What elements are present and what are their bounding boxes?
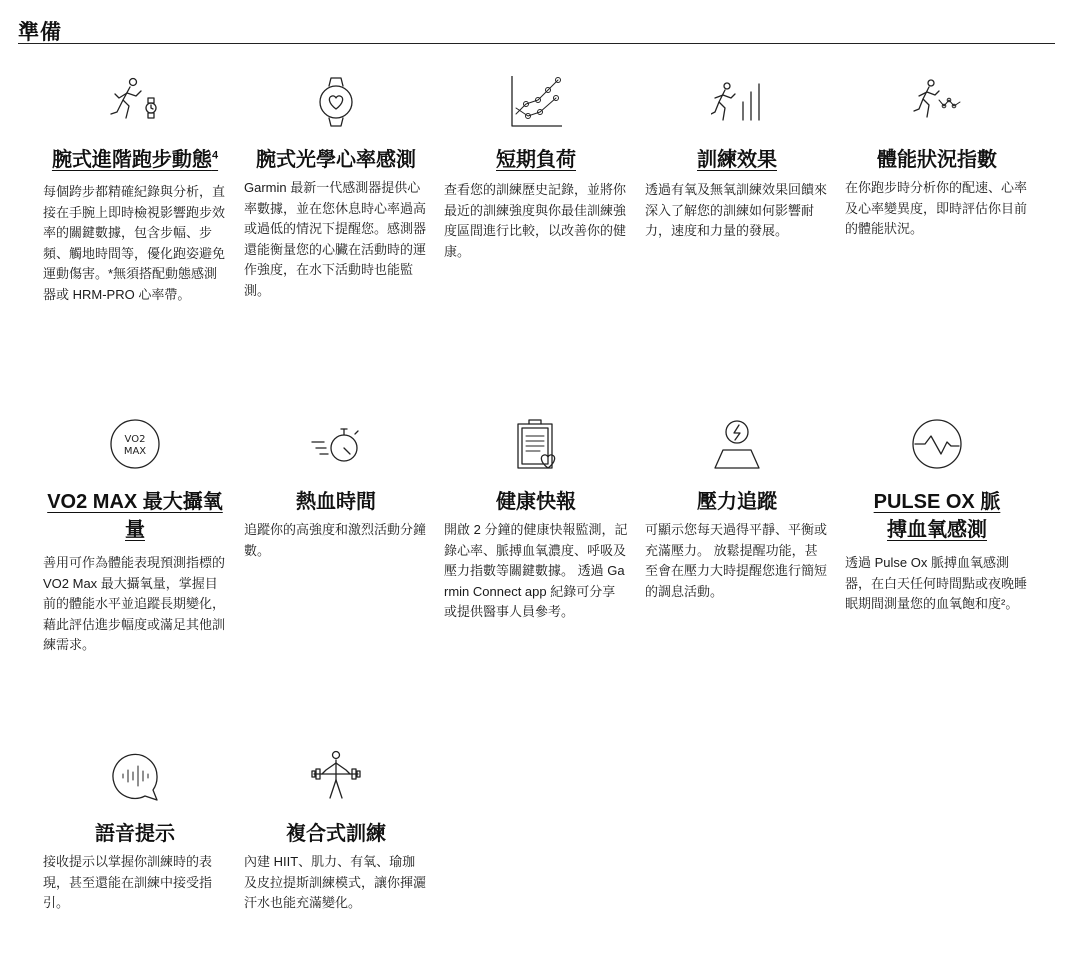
feature-title: 熱血時間 [296,491,376,513]
page-header [18,14,1055,44]
feature-title[interactable]: 短期負荷 [496,149,576,171]
feature-title: 體能狀況指數 [877,149,997,171]
feature-title: 壓力追蹤 [697,491,777,513]
runner-bars-icon [645,76,829,132]
feature-description: 可顯示您每天過得平靜、平衡或充滿壓力。 放鬆提醒功能，甚至會在壓力大時提醒您進行簡短的調息活動。 [645,522,828,599]
page-title: 準備 [18,21,62,44]
clipboard-heart-icon [444,418,628,474]
feature-title[interactable]: VO2 MAX 最大攝氧量 [47,491,223,541]
feature-description: 透過有氧及無氧訓練效果回饋來深入了解您的訓練如何影響耐力，速度和力量的發展。 [645,182,828,238]
feature-description: 透過 Pulse Ox 脈搏血氧感測器，在白天任何時間點或夜晚睡眠期間測量您的血氧飽和度²。 [845,555,1028,611]
stopwatch-icon [244,418,428,474]
vo2-max-icon [43,418,227,474]
svg-text:MAX: MAX [123,446,147,457]
feature-title[interactable]: 腕式進階跑步動態$^4$ [51,149,219,171]
runner-trail-icon [845,76,1029,132]
feature-title: 複合式訓練 [286,823,386,845]
feature-description: 每個跨步都精確紀錄與分析，直接在手腕上即時檢視影響跑步效率的關鍵數據，包含步幅、步頻、觸地時間等，優化跑姿避免運動傷害。*無須搭配動態感測器或 HRM-PRO 心率帶。 [43,184,226,302]
feature-description: 接收提示以掌握你訓練時的表現，甚至還能在訓練中接受指引。 [43,854,213,910]
heart-rate-watch-icon [244,76,428,132]
feature-description: 善用可作為體能表現預測指標的 VO2 Max 最大攝氧量，掌握目前的體能水平並追蹤長期變化，藉此評估進步幅度或滿足其他訓練需求。 [43,555,226,652]
running-watch-icon [43,76,227,132]
line-chart-icon [444,76,628,132]
stress-person-icon [645,418,829,474]
feature-description: 內建 HIIT、肌力、有氧、瑜珈及皮拉提斯訓練模式，讓你揮灑汗水也能充滿變化。 [244,854,427,910]
feature-title: 語音提示 [95,823,175,845]
svg-text:VO2: VO2 [124,434,146,445]
feature-description: 追蹤你的高強度和激烈活動分鐘數。 [244,522,427,558]
weightlifter-icon [244,750,428,806]
feature-title[interactable]: PULSE OX 脈搏血氧感測 [873,491,1001,541]
voice-bubble-icon [43,750,227,806]
feature-title: 腕式光學心率感測 [256,149,416,171]
pulse-ox-icon [845,418,1029,474]
feature-title[interactable]: 訓練效果 [697,149,777,171]
feature-description: Garmin 最新一代感測器提供心率數據，並在您休息時心率過高或過低的情況下提醒您。感測器還能衡量您的心臟在活動時的運作強度，在水下活動時也能監測。 [244,180,427,298]
feature-description: 開啟 2 分鐘的健康快報監測，記錄心率、脈搏血氧濃度、呼吸及壓力指數等關鍵數據。 透過 Garmin Connect app 紀錄可分享或提供醫事人員參考。 [444,522,628,619]
feature-title: 健康快報 [496,491,576,513]
footnote-marker: 4 [211,149,219,162]
feature-description: 查看您的訓練歷史記錄，並將你最近的訓練強度與你最佳訓練強度區間進行比較，以改善你的健康。 [444,182,627,259]
feature-description: 在你跑步時分析你的配速、心率及心率變異度，即時評估你目前的體能狀況。 [845,180,1028,236]
